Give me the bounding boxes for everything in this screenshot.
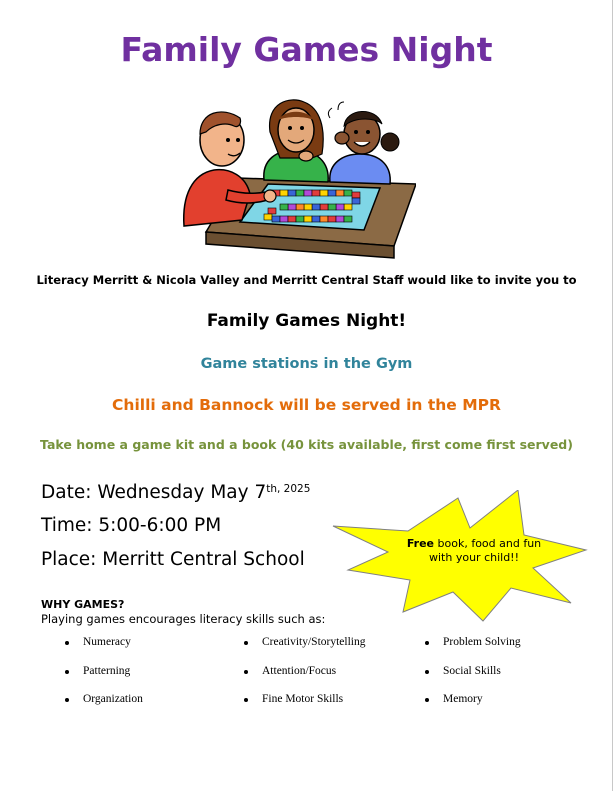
- starburst-text: [404, 537, 544, 565]
- why-games-heading: WHY GAMES?: [41, 598, 125, 611]
- food-text: Chilli and Bannock will be served in the MPR: [112, 396, 501, 414]
- skills-column-1: [63, 636, 143, 722]
- skill-item: Fine Motor Skills: [242, 693, 366, 722]
- skill-item: Memory: [423, 693, 521, 722]
- event-date: [41, 482, 310, 503]
- event-date-suffix: th, 2025: [266, 483, 311, 495]
- starburst-rest: book, food and fun with your child!!: [429, 537, 542, 564]
- skill-item: Organization: [63, 693, 143, 722]
- game-stations-text: Game stations in the Gym: [200, 356, 413, 372]
- game-kit-text: Take home a game kit and a book (40 kits available, first come first served): [40, 437, 573, 452]
- event-subtitle: Family Games Night!: [206, 311, 407, 331]
- skill-item: Patterning: [63, 665, 143, 694]
- invitation-text: Literacy Merritt & Nicola Valley and Merritt Central Staff would like to invite you to: [36, 273, 577, 287]
- family-board-game-illustration: [180, 98, 416, 260]
- free-word: Free: [406, 537, 435, 550]
- page-title: Family Games Night: [120, 30, 493, 69]
- skill-item: Social Skills: [423, 665, 521, 694]
- skill-item: Problem Solving: [423, 636, 521, 665]
- skills-column-2: [242, 636, 366, 722]
- event-date-label: Date: Wednesday May 7: [41, 482, 267, 503]
- event-time: Time: 5:00-6:00 PM: [41, 515, 222, 536]
- skill-item: Attention/Focus: [242, 665, 366, 694]
- skill-item: Numeracy: [63, 636, 143, 665]
- why-games-body: Playing games encourages literacy skills such as:: [41, 612, 326, 626]
- event-place: Place: Merritt Central School: [41, 549, 305, 570]
- skills-column-3: [423, 636, 521, 722]
- skill-item: Creativity/Storytelling: [242, 636, 366, 665]
